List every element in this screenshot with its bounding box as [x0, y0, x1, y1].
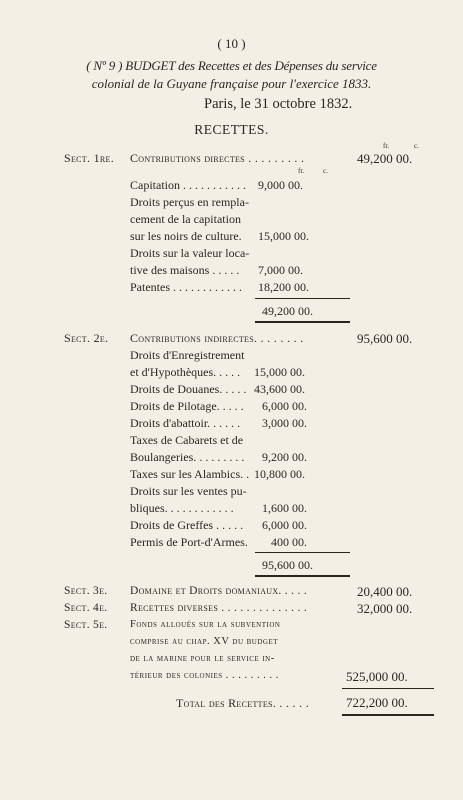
page-number: ( 10 ) [217, 36, 246, 51]
section-5-amount: 525,000 00. [346, 669, 408, 684]
subtotal-rule [255, 575, 350, 577]
item-line: Droits de Greffes . . . . . [130, 518, 244, 532]
dateline: Paris, le 31 octobre 1832. [204, 96, 353, 112]
section-2-label: Sect. 2e. [64, 331, 109, 345]
item-line: Droits sur les ventes pu- [130, 484, 247, 498]
section-1-total: 49,200 00. [357, 151, 413, 166]
item-amount: 6,000 00. [262, 518, 307, 532]
item-amount: 15,000 00. [258, 229, 309, 243]
item-amount: 400 00. [271, 535, 307, 549]
item-line: Patentes . . . . . . . . . . . . [130, 280, 242, 294]
section-1-subtotal: 49,200 00. [262, 304, 313, 318]
units-centimes-top: c. [414, 142, 419, 150]
item-line: cement de la capitation [130, 212, 241, 226]
item-line: sur les noirs de culture. [130, 229, 242, 243]
item-amount: 1,600 00. [262, 501, 307, 515]
section-5-line: de la marine pour le service in- [130, 653, 275, 664]
item-line: Taxes sur les Alambics. . [130, 467, 250, 481]
item-amount: 9,200 00. [262, 450, 307, 464]
subtotal-rule [255, 321, 350, 323]
item-line: et d'Hypothèques. . . . . [130, 365, 241, 379]
section-5-label: Sect. 5e. [64, 619, 108, 631]
item-line: Droits sur la valeur loca- [130, 246, 250, 260]
item-amount: 3,000 00. [262, 416, 307, 430]
budget-title-line2: colonial de la Guyane française pour l'exercice 1833. [91, 76, 372, 91]
item-line: Droits de Douanes. . . . . [130, 382, 247, 396]
section-3-amount: 20,400 00. [357, 584, 413, 599]
section-2-subtotal: 95,600 00. [262, 558, 313, 572]
item-line: Droits d'abattoir. . . . . . [130, 416, 241, 430]
section-5-line: térieur des colonies . . . . . . . . . [130, 670, 279, 681]
section-5-line: Fonds alloués sur la subvention [130, 619, 281, 630]
recettes-heading: RECETTES. [194, 122, 269, 137]
section-1-title: Contributions directes . . . . . . . . . [130, 151, 305, 165]
item-amount: 6,000 00. [262, 399, 307, 413]
item-line: tive des maisons . . . . . [130, 263, 240, 277]
section-4-amount: 32,000 00. [357, 601, 413, 616]
item-line: Droits de Pilotage. . . . . [130, 399, 244, 413]
total-rule [342, 714, 434, 716]
total-amount: 722,200 00. [346, 695, 408, 710]
item-amount: 7,000 00. [258, 263, 303, 277]
section-2-title: Contributions indirectes. . . . . . . . [130, 331, 304, 345]
item-line: bliques. . . . . . . . . . . . [130, 501, 234, 515]
subtotal-rule [255, 552, 350, 553]
item-amount: 9,000 00. [258, 178, 303, 192]
item-amount: 43,600 00. [254, 382, 305, 396]
total-rule [342, 688, 434, 689]
item-line: Taxes de Cabarets et de [130, 433, 244, 447]
section-5-line: comprise au chap. XV du budget [130, 636, 279, 647]
units-francs-top: fr. [383, 142, 390, 150]
item-amount: 18,200 00. [258, 280, 309, 294]
section-4-label: Sect. 4e. [64, 602, 108, 614]
section-2-total: 95,600 00. [357, 331, 413, 346]
units-francs-items: fr. [298, 167, 305, 175]
item-line: Permis de Port-d'Armes. [130, 535, 248, 549]
item-amount: 10,800 00. [254, 467, 305, 481]
section-3-title: Domaine et Droits domaniaux. . . . . [130, 585, 308, 597]
budget-title-line1: ( Nº 9 ) BUDGET des Recettes et des Dépenses du service [86, 58, 377, 73]
item-line: Capitation . . . . . . . . . . . [130, 178, 246, 192]
section-1-label: Sect. 1re. [64, 151, 115, 165]
item-line: Droits d'Enregistrement [130, 348, 245, 362]
item-amount: 15,000 00. [254, 365, 305, 379]
item-line: Droits perçus en rempla- [130, 195, 249, 209]
item-line: Boulangeries. . . . . . . . . [130, 450, 245, 464]
units-centimes-items: c. [323, 167, 328, 175]
total-label: Total des Recettes. . . . . . [176, 696, 310, 710]
section-4-title: Recettes diverses . . . . . . . . . . . . . . [130, 602, 307, 614]
section-3-label: Sect. 3e. [64, 585, 108, 597]
subtotal-rule [255, 298, 350, 299]
